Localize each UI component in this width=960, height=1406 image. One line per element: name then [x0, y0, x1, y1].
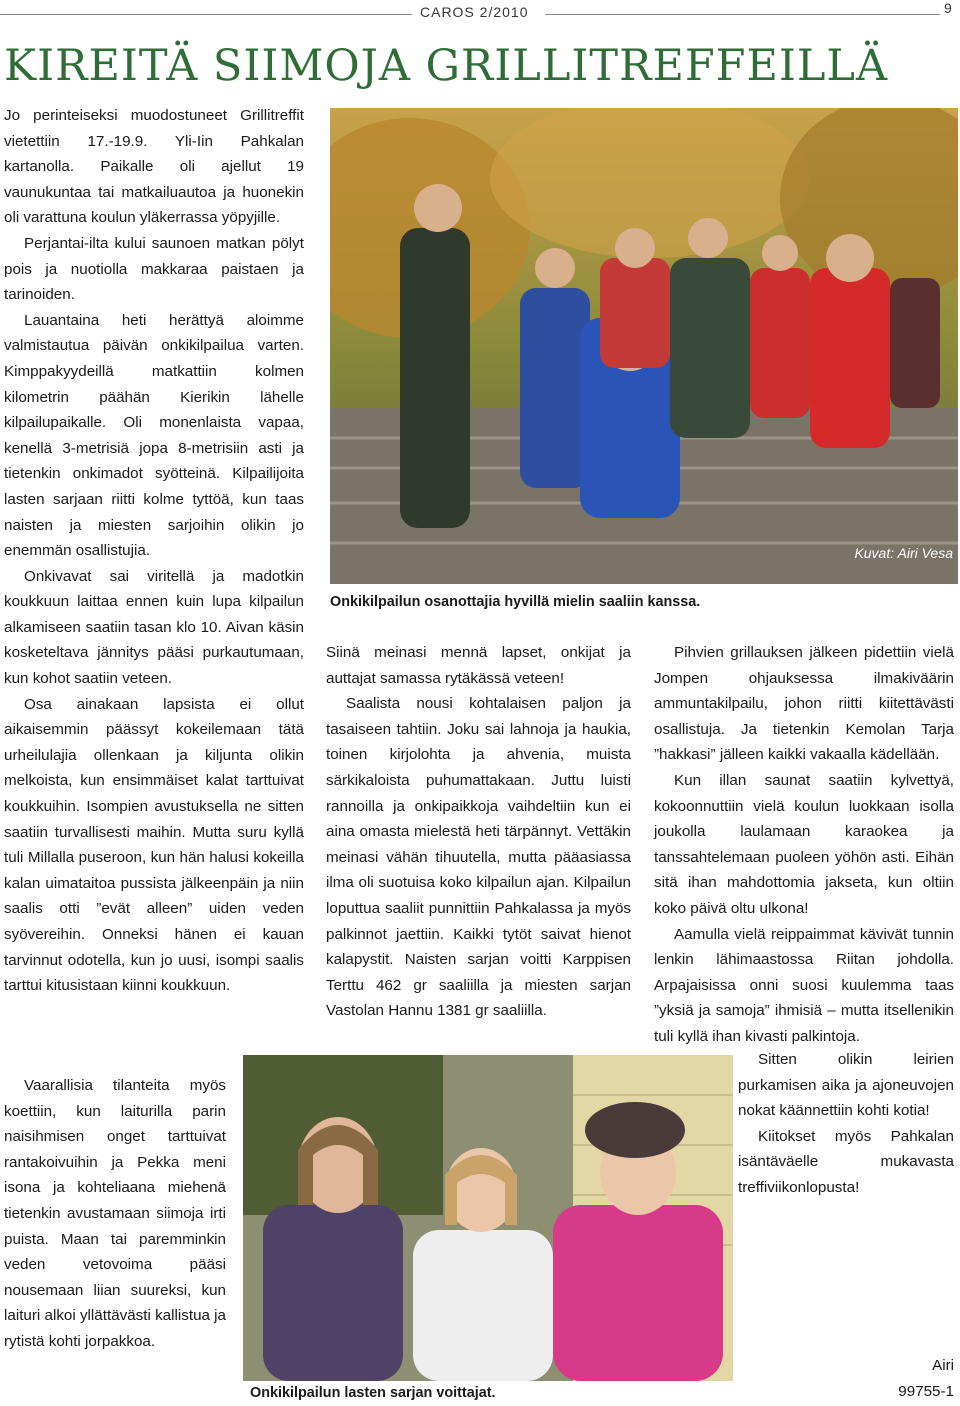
- text-column-3: [654, 640, 954, 1050]
- photo-caption: Onkikilpailun osanottajia hyvillä mielin saaliin kanssa.: [330, 594, 701, 610]
- paragraph: Pihvien grillauksen jälkeen pidettiin vielä Jompen ohjauksessa ilmakiväärin ammuntakilpailu, johon riitti kiitettävästi osallistuja. Ja tietenkin Kemolan Tarja ”hakkasi” jälleen kaikki vakaalla kädellään.: [654, 644, 954, 764]
- page-number: 9: [944, 0, 952, 16]
- text-column-3-continued: [738, 1047, 954, 1201]
- paragraph: Saalista nousi kohtalaisen paljon ja tasaiseen tahtiin. Joku sai lahnoja ja haukia, toinen kirjolohta ja ahvenia, muista särkikaloista puhumattakaan. Juttu luisti rannoilla ja onkipaikkoja vaihdeltiin kun ei aina omasta mielestä heti tärpännyt. Vettäkin meinasi vähän tihuutella, mutta pääasiassa ilma oli suotuisa koko kilpailun ajan. Kilpailun loputtua saaliit punnittiin Pahkalassa ja myös palkinnot jaettiin. Kaikki tytöt saivat hienot kalapystit. Naisten sarjan voitti Karppisen Terttu 462 gr saaliilla ja miesten sarjan Vastolan Hannu 1381 gr saaliilla.: [326, 695, 631, 1020]
- header-rule-left: [0, 14, 412, 15]
- author-name: Airi: [932, 1357, 954, 1374]
- paragraph: Jo perinteiseksi muodostuneet Grillitreffit vietettiin 17.-19.9. Yli-Iin Pahkalan kartanolla. Paikalle oli ajellut 19 vaunukuntaa tai matkailuautoa ja huonekin oli varattuna koulun yläkerrassa yöpyjille.: [4, 107, 304, 227]
- author-code: 99755-1: [898, 1383, 954, 1400]
- paragraph: Onkivavat sai viritellä ja madotkin koukkuun laittaa ennen kuin lupa kilpailun alkamiseen saatiin tasan klo 10. Aivan käsin kosketeltava jännitys pääsi purkautumaan, kun kohot saatiin veteen.: [4, 567, 304, 688]
- paragraph: Kun illan saunat saatiin kylvettyä, kokoonnuttiin vielä koulun luokkaan isolla joukolla laulamaan karaokea ja tanssahtelemaan puoleen yöhön asti. Eihän sitä ihan mahdottomia jakseta, kun oltiin koko päivä oltu ulkona!: [654, 771, 954, 917]
- paragraph: Sitten olikin leirien purkamisen aika ja ajoneuvojen nokat käännettiin kohti kotia!: [738, 1051, 954, 1120]
- text-column-2: [326, 640, 631, 1024]
- paragraph: Vaarallisia tilanteita myös koettiin, kun laiturilla parin naisihmisen onget tarttuivat rantakoivuihin ja Pekka meni isona ja kohteliaana miehenä tietenkin avustamaan siimoja irti puista. Maan tai paremminkin veden vetovoima pääsi nousemaan liian suureksi, kun laituri alkoi yllättävästi kallistua ja rytistä kohti jorpakkoa.: [4, 1077, 226, 1350]
- text-column-1: [4, 103, 304, 999]
- children-photo: [243, 1055, 733, 1381]
- paragraph: Kiitokset myös Pahkalan isäntäväelle mukavasta treffiviikonlopusta!: [738, 1127, 954, 1196]
- paragraph: Osa ainakaan lapsista ei ollut aikaisemmin päässyt kokeilemaan tätä urheilulajia ollenkaan ja kiljunta olikin melkoista, kun ensimmäiset kalat tarttuivat koukkuihin. Isompien avustuksella ne sitten saatiin turvallisesti maihin. Mutta suru kyllä tuli Millalla puseroon, kun hän halusi kokeilla kalan uimataitoa pussista jälkeenpäin ja niin saalis otti ”evät alleen” uiden veden syövereihin. Onneksi hänen ei kauan tarvinnut odotella, kun jo uusi, isompi saalis tarttui kitusistaan kiinni koukkuun.: [4, 695, 304, 995]
- group-photo: [330, 108, 958, 584]
- photo-caption: Onkikilpailun lasten sarjan voittajat.: [250, 1385, 496, 1401]
- magazine-issue: CAROS 2/2010: [420, 4, 529, 20]
- paragraph: Siinä meinasi mennä lapset, onkijat ja auttajat samassa rytäkässä veteen!: [326, 644, 631, 687]
- paragraph: Lauantaina heti herättyä aloimme valmistautua päivän onkikilpailua varten. Kimppakyydeillä matkattiin kolmen kilometrin päähän Kierikin lähelle kilpailupaikalle. Oli monenlaista vapaa, kenellä 3-metrisiä jopa 8-metrisiin asti ja tietenkin onkimadot syötteinä. Kilpailijoita lasten sarjaan riitti kolme tyttöä, kun taas naisten ja miesten sarjoihin olikin jo enemmän osallistujia.: [4, 311, 304, 560]
- header-rule-right: [545, 14, 940, 15]
- photo-credit: Kuvat: Airi Vesa: [854, 545, 953, 561]
- paragraph: Perjantai-ilta kului saunoen matkan pölyt pois ja nuotiolla makkaraa paistaen ja tarinoiden.: [4, 234, 304, 304]
- article-title: KIREITÄ SIIMOJA GRILLITREFFEILLÄ: [4, 41, 889, 91]
- paragraph: Aamulla vielä reippaimmat kävivät tunnin lenkin lähimaastossa Riitan johdolla. Arpajaisissa onni suosi kuulemma taas ”yksiä ja samoja” ihmisiä – mutta itsellenikin tuli kyllä ihan kivasti palkintoja.: [654, 925, 954, 1045]
- text-column-1-continued: [4, 1073, 226, 1355]
